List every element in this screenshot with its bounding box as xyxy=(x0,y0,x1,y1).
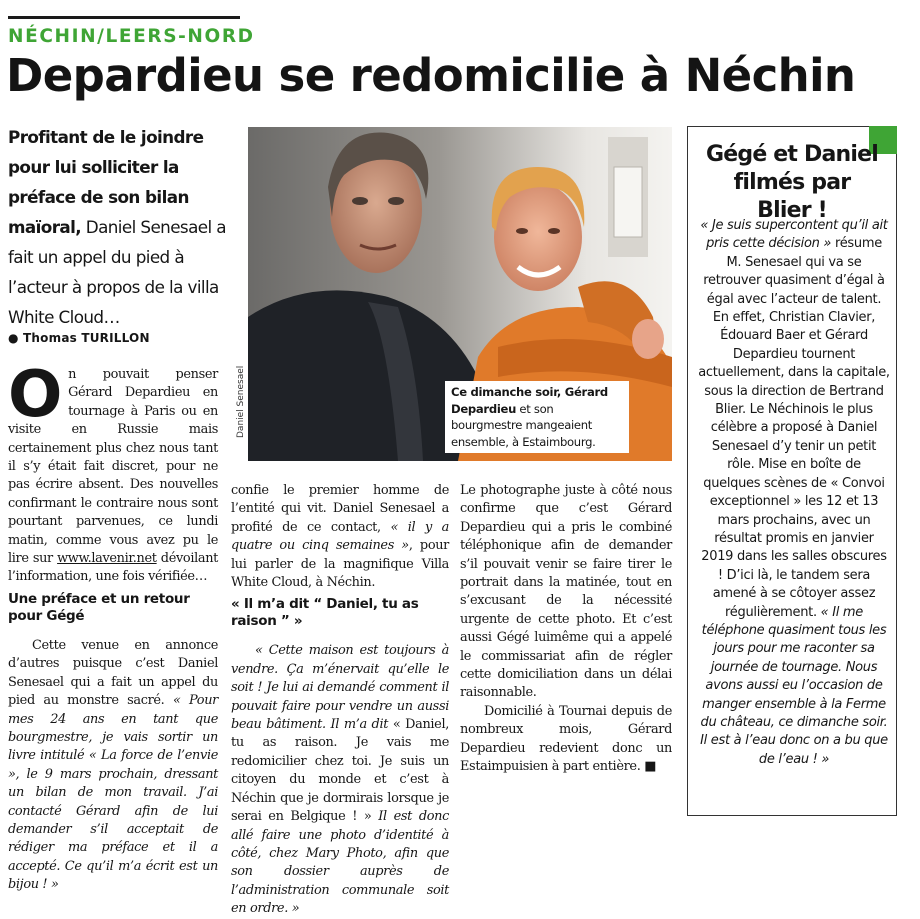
p3-quote: « Cette maison est toujours à vendre. Ça m’énervait qu’elle le soit ! Je lui ai demandé comment il pouvait faire pour vendre un aussi beau bâtiment. Il m’a dit xyxy=(231,643,449,733)
body-paragraph-1 xyxy=(8,358,218,587)
subhead-preface: Une préface et un retour pour Gégé xyxy=(8,590,190,624)
p1-text-end: dévoilant l’information, une fois vérifiée… xyxy=(8,551,218,585)
p2-text-b: confie le premier homme de l’entité qui vit. Daniel Senesael a profité de ce contact, xyxy=(231,483,449,535)
p1-text: n pouvait penser Gérard Depardieu en tournage à Paris ou en visite en Russie mais certainement plus chez nous tant il s’y était fait discret, pour ne pas écrire absent. Des nouvelles confirmant le contraire nous sont pourtant parvenues, ce lundi matin, comme vous avez pu le lire sur xyxy=(8,367,218,567)
lead-rest: Daniel Senesael a fait un appel du pied à l’acteur à propos de la villa White Cloud… xyxy=(8,217,226,327)
section-kicker: NÉCHIN/LEERS-NORD xyxy=(8,26,255,47)
body-column-1 xyxy=(8,358,218,895)
body-paragraph-2 xyxy=(8,637,218,895)
sidebar-text xyxy=(697,217,891,769)
sidebar-quote-1: « Je suis supercontent qu’il ait pris cette décision » xyxy=(700,218,888,252)
lavenir-link[interactable]: www.lavenir.net xyxy=(57,551,157,567)
body-paragraph-5: Domicilié à Tournai depuis de nombreux mois, Gérard Depardieu redevient donc un Estaimpuisien à part entière. ■ xyxy=(460,703,672,775)
caption-rest: et son bourgmestre mangeaient ensemble, à Estaimbourg. xyxy=(451,401,596,449)
body-paragraph-2-cont xyxy=(231,482,449,592)
p2-quote-2: « il y a quatre ou cinq semaines » xyxy=(231,519,449,554)
caption-bold: Ce dimanche soir, Gérard Depardieu xyxy=(451,385,608,416)
p3-quote-2: Il est donc allé faire une photo d’identité à côté, chez Mary Photo, afin que son dossier auprès de l’administration communale soit en ordre. » xyxy=(231,809,449,917)
p2-quote: « Pour mes 24 ans en tant que bourgmestre, je vais sortir un livre intitulé « La force de l’envie », le 9 mars prochain, dressant un bilan de mon travail. J’ai contacté Gérard afin de lui demander s’il acceptait de rédiger ma préface et il a accepté. Ce qu’il m’a écrit est un bijou ! » xyxy=(8,693,218,893)
headline: Depardieu se redomicilie à Néchin xyxy=(6,49,856,102)
lead-paragraph xyxy=(8,122,244,332)
body-paragraph-3 xyxy=(231,642,449,918)
sidebar-body: résume M. Senesael qui va se retrouver quasiment d’égal à égal avec l’acteur de talent. En effet, Christian Clavier, Édouard Baer et Gérard Depardieu tournent actuellement, dans la capitale, sous la direction de Bertrand Blier. Le Néchinois le plus célèbre a proposé à Daniel Senesael d’y tenir un petit rôle. Mise en boîte de quelques scènes de « Convoi exceptionnel » les 12 et 13 mars prochains, avec un résultat promis en janvier 2019 dans les salles obscures ! D’ici là, le tandem sera amené à se côtoyer assez régulièrement. xyxy=(698,236,890,620)
body-paragraph-4: Le photographe juste à côté nous confirme que c’est Gérard Depardieu qui a pris le combiné téléphonique afin de demander s’il pouvait venir se faire tirer le portrait dans la matinée, tout en s’excusant de la nécessité urgente de cette photo. Et c’est aussi Gégé luimême qui a appelé le commissariat afin de régler cette domiciliation dans un délai raisonnable. xyxy=(460,483,672,701)
byline: ● Thomas TURILLON xyxy=(8,331,150,345)
body-column-3 xyxy=(460,482,672,777)
subhead-raison: « Il m’a dit “ Daniel, tu as raison ” » xyxy=(231,596,419,630)
p2-text-c: , pour lui parler de la magnifique Villa White Cloud, à Néchin. xyxy=(231,538,449,591)
p2-text: Cette venue en annonce d’autres puisque c’est Daniel Senesael qui a fait un appel du pied au monstre sacré. xyxy=(8,637,218,709)
sidebar-title: Gégé et Daniel filmés par Blier ! xyxy=(706,142,878,223)
top-rule xyxy=(8,16,240,19)
p3-text: « Daniel, tu as raison. Je vais me redomicilier chez toi. Je suis un citoyen du monde et c’est à Néchin que je dormirais lorsque je serai en Belgique ! » xyxy=(231,717,449,825)
sidebar-quote-2: « Il me téléphone quasiment tous les jours pour me raconter sa journée de tournage. Nous avons aussi eu l’occasion de manger ensemble à la Ferme du château, ce dimanche soir. Il est à l’eau donc on a bu que de l’eau ! » xyxy=(700,604,888,767)
drop-cap: O xyxy=(8,358,63,432)
photo-credit: Daniel Senesael xyxy=(236,365,246,438)
body-column-2 xyxy=(231,482,449,919)
lead-bold: Profitant de le joindre pour lui solliciter la préface de son bilan maïoral, xyxy=(8,127,204,237)
photo-caption xyxy=(445,381,629,453)
